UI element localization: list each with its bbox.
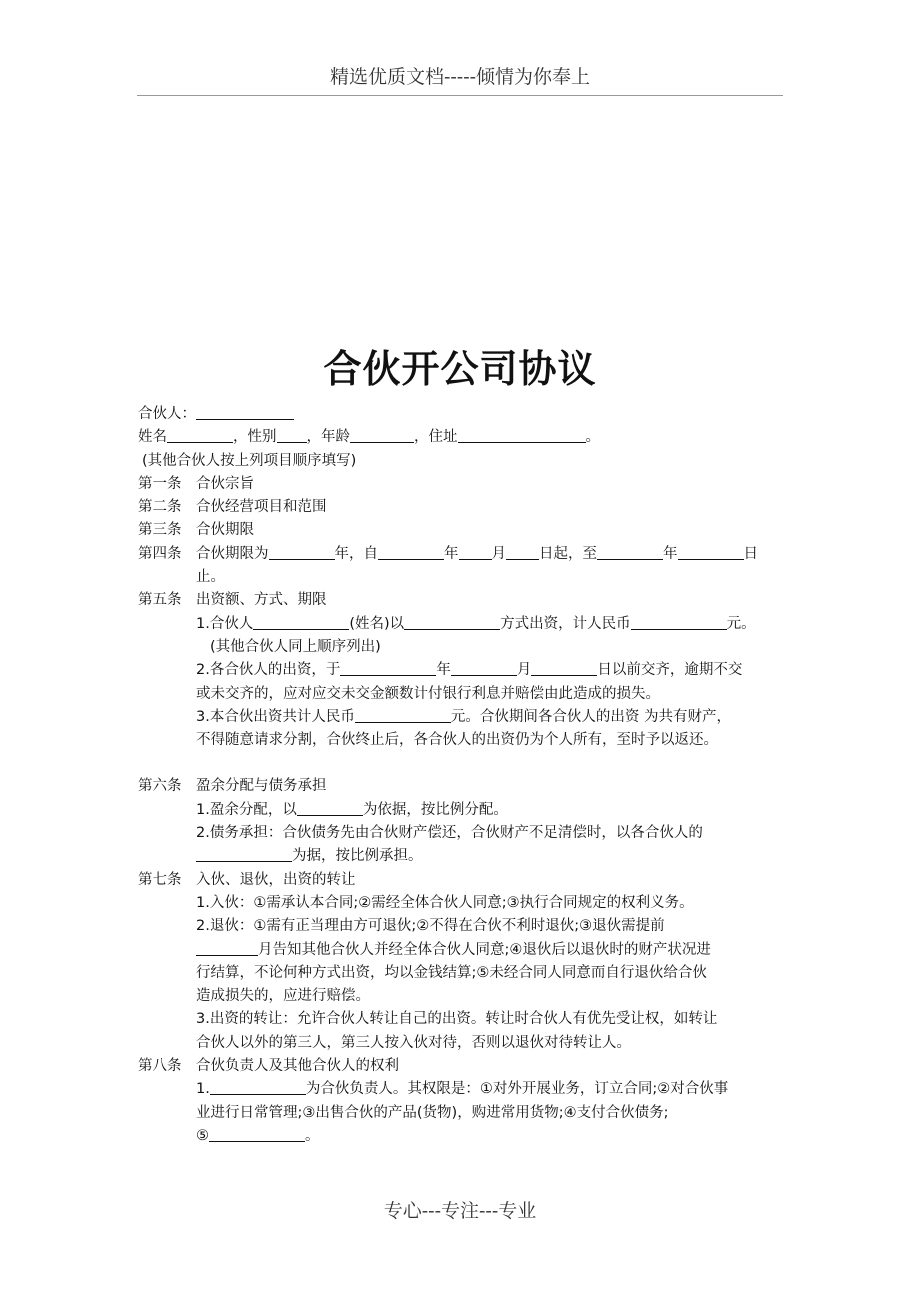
blank: [269, 543, 335, 560]
blank: [451, 659, 517, 676]
text: 1.: [196, 1081, 210, 1098]
text: 日: [743, 545, 758, 562]
text: 为合伙负责人。其权限是：①对外开展业务，订立合同;②对合伙事: [305, 1081, 729, 1098]
blank: [678, 543, 744, 560]
blank: [531, 659, 597, 676]
article-6: [138, 775, 783, 798]
text: 。: [305, 1127, 320, 1144]
article-7-clause-3-cont: 合伙人以外的第三人，第三人按入伙对待，否则以退伙对待转让人。: [196, 1034, 631, 1051]
blank: [597, 543, 663, 560]
article-title: 盈余分配与债务承担: [196, 778, 327, 795]
text: ⑤: [196, 1127, 209, 1144]
article-5: [138, 589, 783, 612]
blank: [459, 543, 492, 560]
partner-end: 。: [585, 429, 600, 446]
article-7-clause-2: 2.退伙：①需有正当理由方可退伙;②不得在合伙不利时退伙;③退伙需提前: [196, 918, 665, 935]
blank: [506, 543, 539, 560]
text: 1.盈余分配，以: [196, 801, 297, 818]
text: 元。: [726, 615, 756, 632]
text: 月: [516, 662, 532, 679]
article-8-clause-1: [138, 1078, 783, 1101]
gender-blank: [277, 426, 307, 443]
article-number: 第一条: [138, 475, 182, 492]
article-5-clause-1: [138, 613, 783, 636]
article-5-note: (其他合伙人同上顺序列出): [210, 638, 381, 655]
article-7-clause-2-cont: 行结算，不论何种方式出资，均以金钱结算;⑤未经合同人同意而自行退伙给合伙: [196, 964, 707, 981]
article-4-text: [196, 543, 758, 566]
gender-label: ，性别: [233, 429, 277, 446]
article-7: [138, 869, 783, 892]
article-6-clause-2: 2.债务承担：合伙债务先由合伙财产偿还，合伙财产不足清偿时，以各合伙人的: [196, 825, 703, 842]
text: 为依据，按比例分配。: [362, 801, 508, 818]
page-footer: 专心---专注---专业: [383, 1200, 537, 1222]
name-label: 姓名: [138, 429, 167, 446]
header-divider: [137, 95, 783, 96]
article-1: [138, 473, 783, 496]
article-3: [138, 519, 783, 542]
article-8-clause-1-cont: [138, 1125, 783, 1148]
article-title: 合伙经营项目和范围: [196, 499, 327, 516]
article-6-clause-2-cont: [138, 845, 783, 868]
text: 合伙期限为: [196, 545, 269, 562]
partner-label: 合伙人：: [138, 406, 196, 422]
article-number: 第八条: [138, 1058, 182, 1075]
text: 年，自: [334, 545, 378, 562]
article-7-clause-3: 3.出资的转让：允许合伙人转让自己的出资。转让时合伙人有优先受让权，如转让: [196, 1011, 718, 1028]
article-number: 第六条: [138, 778, 182, 795]
article-7-clause-2-cont: 造成损失的，应进行赔偿。: [196, 988, 370, 1005]
blank: [209, 1125, 305, 1142]
article-title: 合伙宗旨: [196, 475, 254, 492]
text: (姓名)以: [349, 615, 405, 632]
blank: [340, 659, 436, 676]
partner-line: [138, 403, 783, 426]
spacer: [138, 752, 783, 775]
article-5-clause-2: [138, 659, 783, 682]
article-8: [138, 1055, 783, 1078]
document-title: 合伙开公司协议: [323, 347, 597, 391]
partner-note: (其他合伙人按上列项目顺序填写): [142, 452, 357, 469]
text: 1.合伙人: [196, 615, 254, 632]
partner-details-line: [138, 426, 783, 449]
blank: [210, 1078, 306, 1095]
blank: [378, 543, 444, 560]
article-title: 合伙期限: [196, 522, 254, 539]
text: 日以前交齐，逾期不交: [597, 662, 743, 679]
article-number: 第三条: [138, 522, 182, 539]
blank: [196, 845, 292, 862]
partner-blank: [196, 403, 294, 420]
text: 为据，按比例承担。: [292, 848, 423, 865]
article-5-clause-3-cont: 不得随意请求分割，合伙终止后，各合伙人的出资仍为个人所有，至时予以返还。: [196, 732, 718, 749]
age-blank: [350, 426, 414, 443]
blank: [297, 799, 363, 816]
page-header: 精选优质文档-----倾情为你奉上: [329, 66, 591, 88]
text: 日起，至: [539, 545, 597, 562]
article-7-clause-2-cont: [138, 939, 783, 962]
text: 3.本合伙出资共计人民币: [196, 708, 355, 725]
blank: [631, 613, 727, 630]
article-number: 第二条: [138, 499, 182, 516]
text: 年: [663, 545, 678, 562]
article-title: 合伙负责人及其他合伙人的权利: [196, 1058, 399, 1075]
text: 月: [491, 545, 506, 562]
article-number: 第七条: [138, 871, 182, 888]
article-4: [138, 543, 783, 566]
blank: [196, 939, 258, 956]
article-5-clause-3: [138, 706, 783, 729]
name-blank: [167, 426, 233, 443]
text: 方式出资，计人民币: [500, 615, 631, 632]
article-title: 出资额、方式、期限: [196, 592, 327, 609]
text: 月告知其他合伙人并经全体合伙人同意;④退伙后以退伙时的财产状况进: [258, 941, 711, 958]
article-number: 第五条: [138, 592, 182, 609]
article-8-clause-1-cont: 业进行日常管理;③出售合伙的产品(货物)，购进常用货物;④支付合伙债务;: [196, 1104, 669, 1121]
address-label: ，住址: [414, 429, 458, 446]
blank: [404, 613, 500, 630]
article-2: [138, 496, 783, 519]
age-label: ，年龄: [306, 429, 350, 446]
article-6-clause-1: [138, 799, 783, 822]
document-body: [138, 403, 783, 1148]
text: 元。合伙期间各合伙人的出资 为共有财产，: [450, 708, 731, 725]
text: 年: [436, 662, 451, 679]
address-blank: [458, 426, 586, 443]
article-title: 入伙、退伙，出资的转让: [196, 871, 356, 888]
article-number: 第四条: [138, 545, 182, 562]
blank: [355, 706, 451, 723]
blank: [253, 613, 349, 630]
article-4-end: 止。: [196, 569, 225, 586]
text: 2.各合伙人的出资，于: [196, 662, 341, 679]
article-7-clause-1: 1.入伙：①需承认本合同;②需经全体合伙人同意;③执行合同规定的权利义务。: [196, 894, 694, 911]
article-5-clause-2-cont: 或未交齐的，应对应交未交金额数计付银行利息并赔偿由此造成的损失。: [196, 685, 660, 702]
text: 年: [444, 545, 459, 562]
